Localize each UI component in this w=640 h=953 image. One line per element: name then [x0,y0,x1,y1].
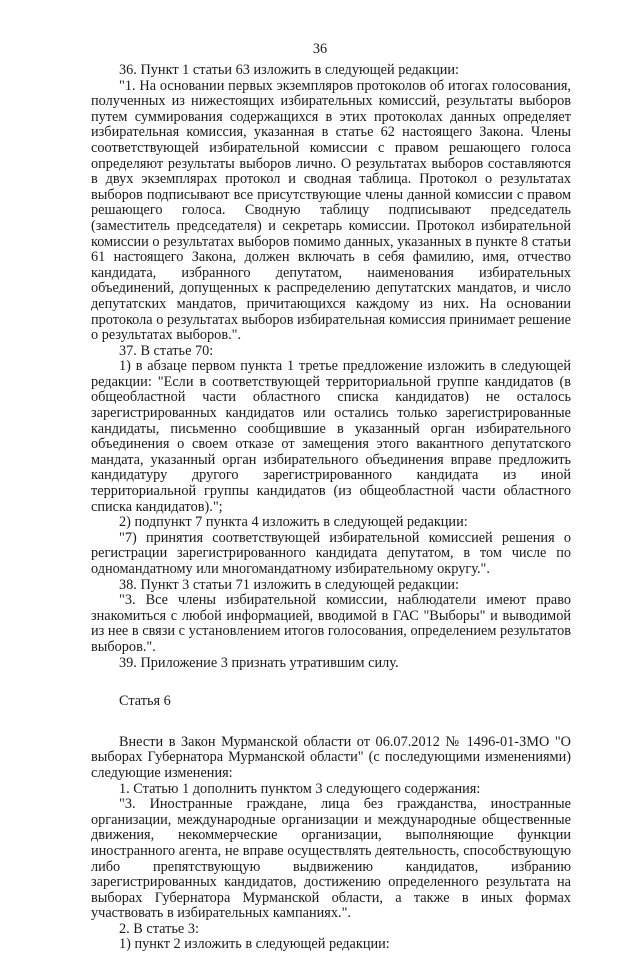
spacer [91,671,571,694]
item-37-subitem-2: 2) подпункт 7 пункта 4 изложить в следующей редакции: [119,514,468,531]
article-6-item-2: 2. В статье 3: [119,920,199,937]
item-36-heading: 36. Пункт 1 статьи 63 изложить в следующей редакции: [119,62,460,78]
item-38-text: "3. Все члены избирательной комиссии, наблюдатели имеют право знакомиться с любой информацией, вводимой в ГАС "Выборы" и выводимой из нее в связи с установлением итогов голосования, определением результатов выборов.". [91,592,571,655]
article-6-intro: Внести в Закон Мурманской области от 06.07.2012 № 1496-01-ЗМО "О выборах Губернатора Мурманской области" (с последующими изменениями) следующие изменения: [91,733,571,781]
document-body [91,63,571,953]
item-39: 39. Приложение 3 признать утратившим силу. [119,654,399,671]
item-37-subitem-2-text: "7) принятия соответствующей избирательной комиссией решения о регистрации зарегистрированного кандидата депутатом, в том числе по одномандатному или многомандатному избирательному округу.". [91,529,571,577]
article-6-item-1-text: "3. Иностранные граждане, лица без гражданства, иностранные организации, международные организации и международные общественные движения, некоммерческие организации, выполняющие функции иностранного агента, не вправе осуществлять деятельность, способствующую либо препятствующую выдвижению кандидатов, избранию зарегистрированных кандидатов, достижению определенного результата на выборах Губернатора Мурманской области, а также в иных формах участвовать в избирательных кампаниях.". [91,796,571,922]
article-title: Статья 6 [119,693,171,710]
article-6-item-2-subitem-1: 1) пункт 2 изложить в следующей редакции: [119,936,390,953]
item-37-subitem-1: 1) в абзаце первом пункта 1 третье предложение изложить в следующей редакции: "Если в соответствующей территориальной группе кандидатов (в общеобластной части областного списка кандидатов) не осталось зарегистрированных кандидатов или остались только зарегистрированные кандидаты, письменно сообщившие в указанный орган избирательного объединения о своем отказе от замещения этого вакантного депутатского мандата, указанный орган избирательного объединения вправе предложить кандидатуру другого зарегистрированного кандидата из иной территориальной группы кандидатов (из общеобластной части областного списка кандидатов)."; [91,358,571,515]
item-36-text: "1. На основании первых экземпляров протоколов об итогах голосования, полученных из нижестоящих избирательных комиссий, результаты выборов путем суммирования содержащихся в этих протоколах данных определяет избирательная комиссия, указанная в статье 62 настоящего Закона. Члены соответствующей избирательной комиссии с правом решающего голоса определяют результаты выборов лично. О результатах выборов составляются в двух экземплярах протокол и сводная таблица. Протокол о результатах выборов подписывают все присутствующие члены данной комиссии с правом решающего голоса. Сводную таблицу подписывают председатель (заместитель председателя) и секретарь комиссии. Протокол избирательной комиссии о результатах выборов помимо данных, указанных в пункте 8 статьи 61 настоящего Закона, должен включать в себя фамилию, имя, отчество кандидата, избранного депутатом, наименования избирательных объединений, допущенных к распределению депутатских мандатов, и число депутатских мандатов, причитающихся каждому из них. На основании протокола о результатах выборов избирательная комиссия принимает решение о результатах выборов.". [91,77,571,344]
item-37-heading: 37. В статье 70: [119,342,214,359]
page-number: 36 [312,41,328,57]
item-38-heading: 38. Пункт 3 статьи 71 изложить в следующей редакции: [119,576,460,593]
spacer [91,710,571,735]
article-6-item-1: 1. Статью 1 дополнить пунктом 3 следующего содержания: [119,780,481,797]
